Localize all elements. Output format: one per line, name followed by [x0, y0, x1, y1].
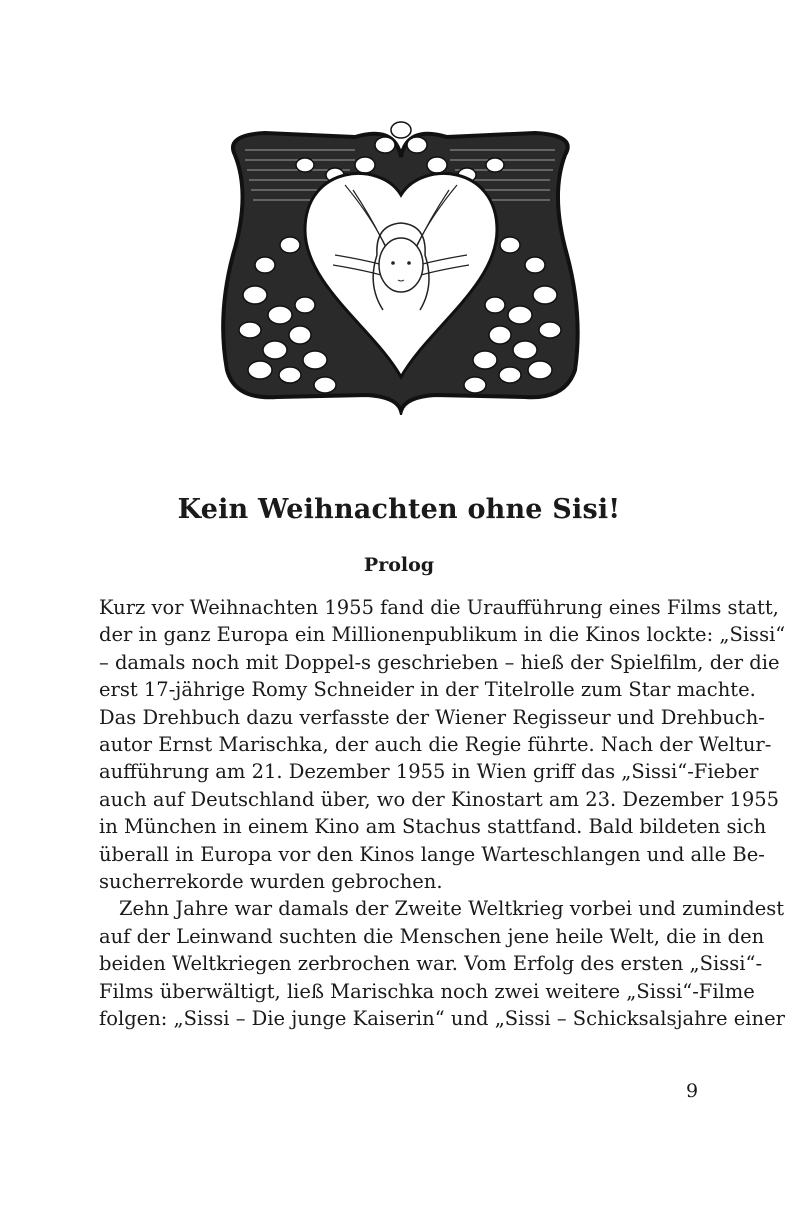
text-line: Films überwältigt, ließ Marischka noch zwei weitere „Sissi“-Filme: [99, 979, 755, 1003]
text-line: aufführung am 21. Dezember 1955 in Wien griff das „Sissi“-Fieber: [99, 760, 759, 784]
paragraph: [99, 594, 786, 895]
text-line: Kurz vor Weihnachten 1955 fand die Uraufführung eines Films statt,: [99, 596, 779, 619]
body-text: [99, 594, 786, 1033]
paragraph: [99, 895, 785, 1032]
text-line: überall in Europa vor den Kinos lange Warteschlangen und alle Be-: [99, 842, 765, 866]
text-line: – damals noch mit Doppel-s geschrieben – hieß der Spielfilm, der die: [99, 650, 780, 674]
text-line: auf der Leinwand suchten die Menschen jene heile Welt, die in den: [99, 924, 765, 948]
text-line: sucherrekorde wurden gebrochen.: [99, 870, 443, 894]
text-line: auch auf Deutschland über, wo der Kinostart am 23. Dezember 1955: [99, 787, 780, 811]
text-line: in München in einem Kino am Stachus stattfand. Bald bildeten sich: [99, 815, 767, 839]
text-line: Zehn Jahre war damals der Zweite Weltkrieg vorbei und zumindest: [119, 897, 785, 921]
text-line: folgen: „Sissi – Die junge Kaiserin“ und „Sissi – Schicksalsjahre einer: [99, 1007, 785, 1031]
text-line: der in ganz Europa ein Millionenpublikum in die Kinos lockte: „Sissi“: [99, 623, 786, 647]
text-line: autor Ernst Marischka, der auch die Regie führte. Nach der Weltur-: [99, 733, 772, 757]
chapter-title: Kein Weihnachten ohne Sisi!: [177, 494, 621, 526]
angel-heart-vignette-illustration: [205, 115, 597, 415]
page-number: 9: [686, 1080, 699, 1102]
text-line: erst 17-jährige Romy Schneider in der Titelrolle zum Star machte.: [99, 678, 756, 702]
text-line: beiden Weltkriegen zerbrochen war. Vom Erfolg des ersten „Sissi“-: [99, 952, 763, 976]
chapter-subtitle: Prolog: [363, 553, 435, 576]
text-line: Das Drehbuch dazu verfasste der Wiener Regisseur und Drehbuch-: [99, 705, 765, 729]
